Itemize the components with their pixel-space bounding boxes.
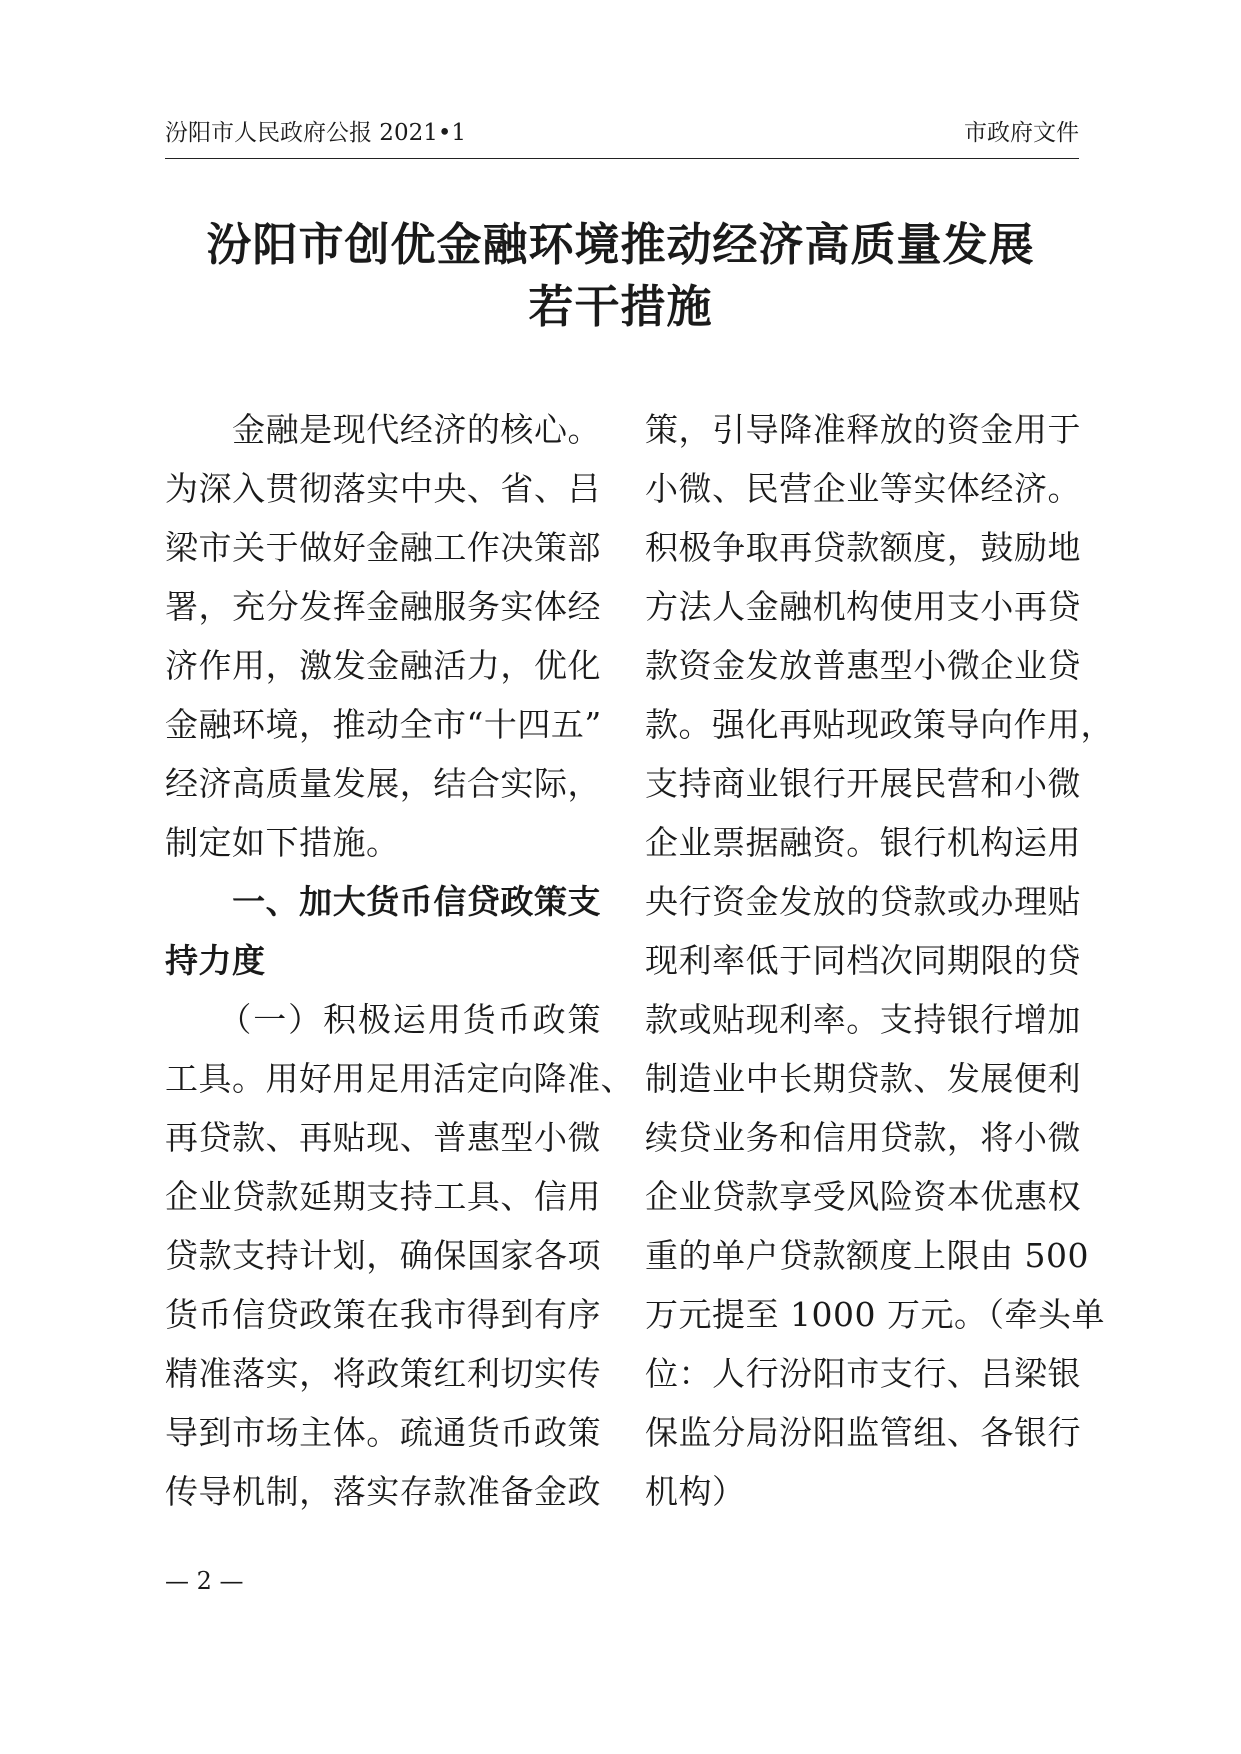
body-line: 为深入贯彻落实中央、省、吕: [165, 469, 601, 508]
body-line: 方法人金融机构使用支小再贷: [645, 587, 1081, 626]
body-line: 企业票据融资。银行机构运用: [645, 823, 1081, 862]
body-line: 保监分局汾阳监管组、各银行: [645, 1413, 1081, 1452]
body-line: 金融是现代经济的核心。: [165, 410, 601, 449]
body-line: 重的单户贷款额度上限由 500: [645, 1236, 1089, 1275]
left-column: [165, 400, 634, 1521]
document-title: [0, 214, 1241, 338]
body-line: 制造业中长期贷款、发展便利: [645, 1059, 1081, 1098]
title-line-1: 汾阳市创优金融环境推动经济高质量发展: [206, 218, 1035, 271]
right-column: [645, 400, 1114, 1521]
body-line: 再贷款、再贴现、普惠型小微: [165, 1118, 601, 1157]
body-line: 工具。用好用足用活定向降准、: [165, 1059, 634, 1098]
body-line: 精准落实，将政策红利切实传: [165, 1354, 601, 1393]
body-line: 现利率低于同档次同期限的贷: [645, 941, 1081, 980]
body-line: 万元提至 1000 万元。（牵头单: [645, 1295, 1105, 1334]
body-line: 款。强化再贴现政策导向作用，: [645, 705, 1114, 744]
body-line: 济作用，激发金融活力，优化: [165, 646, 601, 685]
body-line: 经济高质量发展，结合实际，: [165, 764, 601, 803]
body-line: 央行资金发放的贷款或办理贴: [645, 882, 1081, 921]
section-heading: 一、加大货币信贷政策支: [165, 882, 601, 921]
body-line: 企业贷款享受风险资本优惠权: [645, 1177, 1081, 1216]
page-number: — 2 —: [165, 1567, 244, 1595]
section-heading: 持力度: [165, 941, 266, 980]
body-line: 梁市关于做好金融工作决策部: [165, 528, 601, 567]
body-line: 款或贴现利率。支持银行增加: [645, 1000, 1081, 1039]
body-line: 贷款支持计划，确保国家各项: [165, 1236, 601, 1275]
body-line: 传导机制，落实存款准备金政: [165, 1472, 601, 1511]
body-line: 企业贷款延期支持工具、信用: [165, 1177, 601, 1216]
body-line: 金融环境，推动全市“十四五”: [165, 705, 602, 744]
body-line: （一）积极运用货币政策: [165, 1000, 601, 1039]
body-line: 积极争取再贷款额度，鼓励地: [645, 528, 1081, 567]
body-line: 制定如下措施。: [165, 823, 400, 862]
body-line: 续贷业务和信用贷款，将小微: [645, 1118, 1081, 1157]
body-line: 款资金发放普惠型小微企业贷: [645, 646, 1081, 685]
body-line: 位：人行汾阳市支行、吕梁银: [645, 1354, 1081, 1393]
section-name: 市政府文件: [964, 120, 1079, 146]
body-line: 策，引导降准释放的资金用于: [645, 410, 1081, 449]
body-line: 导到市场主体。疏通货币政策: [165, 1413, 601, 1452]
body-line: 支持商业银行开展民营和小微: [645, 764, 1081, 803]
running-header: [165, 118, 1079, 159]
body-line: 署，充分发挥金融服务实体经: [165, 587, 601, 626]
body-line: 小微、民营企业等实体经济。: [645, 469, 1081, 508]
body-line: 货币信贷政策在我市得到有序: [165, 1295, 601, 1334]
title-line-2: 若干措施: [528, 280, 713, 333]
body-line: 机构）: [645, 1472, 746, 1511]
publication-name: 汾阳市人民政府公报 2021•1: [165, 120, 467, 146]
